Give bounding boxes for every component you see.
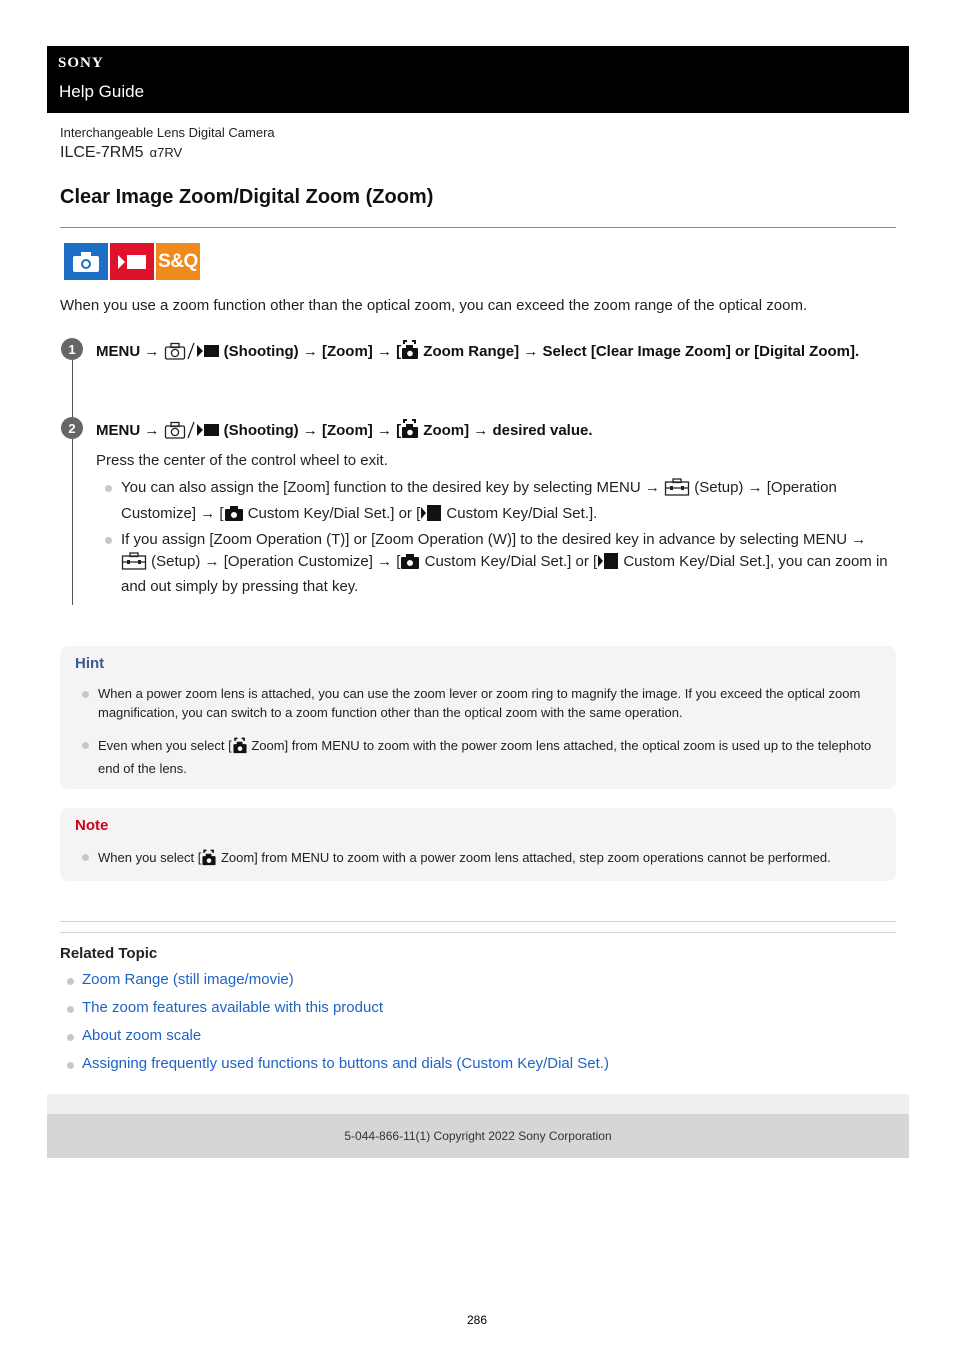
footer-spacer [47, 1094, 909, 1114]
list-item: When you select [ Zoom] from MENU to zoom with a power zoom lens attached, step zoom operations cannot be performed. [82, 848, 888, 872]
list-item: When a power zoom lens is attached, you can use the zoom lever or zoom ring to magnify the image. If you exceed the optical zoom magnification, you can switch to a zoom function other than the optical zoom with the same operation. [82, 685, 888, 722]
step-2-bullets [104, 477, 894, 599]
note-box [60, 808, 896, 881]
movie-icon [196, 421, 220, 445]
list-item [66, 999, 609, 1027]
footer [47, 1114, 909, 1158]
photo-mode-icon [64, 243, 108, 280]
movie-custom-icon [420, 504, 442, 529]
related-divider-bottom [60, 932, 896, 933]
title-divider [60, 227, 896, 228]
step-2-text: MENU → (Shooting) → [Zoom] → [ Zoom] → desired value. [96, 417, 886, 445]
camera-custom-icon [400, 552, 420, 577]
related-topic-title: Related Topic [60, 945, 158, 962]
product-model [60, 144, 182, 162]
list-item [66, 971, 609, 999]
list-item [66, 1055, 609, 1083]
bullet-dot [67, 1062, 74, 1069]
camera-custom-icon [224, 504, 244, 529]
zoom-camera-icon [232, 736, 248, 760]
list-item [66, 1027, 609, 1055]
header-bar [47, 46, 909, 113]
step-2-body: Press the center of the control wheel to exit. [96, 452, 388, 469]
related-topic-list [66, 971, 609, 1083]
list-item: Even when you select [ Zoom] from MENU to zoom with the power zoom lens attached, the optical zoom is used up to the telephoto end of the lens. [82, 736, 888, 778]
bullet-dot [67, 1034, 74, 1041]
step-1-text: MENU → (Shooting) → [Zoom] → [ Zoom Range] → Select [Clear Image Zoom] or [Digital Zoom]. [96, 338, 886, 366]
related-link-zoom-range[interactable]: Zoom Range (still image/movie) [82, 971, 294, 988]
slash-icon [186, 421, 196, 445]
bullet-dot [82, 854, 89, 861]
zoom-camera-icon [401, 417, 419, 445]
movie-mode-icon [110, 243, 154, 280]
zoom-camera-icon [401, 338, 419, 366]
setup-toolbox-icon [664, 478, 690, 503]
intro-text: When you use a zoom function other than the optical zoom, you can exceed the zoom range of the optical zoom. [60, 297, 808, 314]
step-1-number: 1 [61, 338, 83, 360]
steps-line [72, 350, 73, 605]
slash-icon [186, 342, 196, 366]
bullet-dot [82, 742, 89, 749]
bullet-dot [105, 485, 112, 492]
mode-icons [64, 243, 200, 280]
model-name: ILCE-7RM5 [60, 144, 144, 161]
model-alias: α7RV [149, 145, 183, 160]
bullet-dot [82, 691, 89, 698]
bullet-dot [105, 537, 112, 544]
help-guide-label: Help Guide [59, 82, 145, 101]
related-divider-top [60, 921, 896, 922]
zoom-camera-icon [201, 848, 217, 872]
product-type: Interchangeable Lens Digital Camera [60, 125, 275, 140]
related-link-zoom-features[interactable]: The zoom features available with this product [82, 999, 383, 1016]
camera-outline-icon [164, 342, 186, 366]
movie-icon [196, 342, 220, 366]
bullet-dot [67, 1006, 74, 1013]
movie-custom-icon [597, 552, 619, 577]
note-title: Note [75, 817, 109, 834]
related-link-zoom-scale[interactable]: About zoom scale [82, 1027, 202, 1044]
hint-title: Hint [75, 655, 105, 672]
step-2-number: 2 [61, 417, 83, 439]
s-and-q-mode-icon: S&Q [156, 243, 200, 280]
list-item: You can also assign the [Zoom] function to the desired key by selecting MENU → (Setup) → [Operation Customize] → [ Custom Key/Dial Set.] or [ Custom Key/Dial Set.]. [104, 477, 894, 528]
list-item: If you assign [Zoom Operation (T)] or [Zoom Operation (W)] to the desired key in advance by selecting MENU → (Setup) → [Operation Customize] → [ Custom Key/Dial Set.] or [ Custom Key/Dial Set.], you can zoom in and out simply by pressing that key. [104, 529, 894, 598]
setup-toolbox-icon [121, 552, 147, 577]
page-title: Clear Image Zoom/Digital Zoom (Zoom) [60, 186, 434, 208]
page-number: 286 [466, 1313, 488, 1327]
copyright: 5-044-866-11(1) Copyright 2022 Sony Corporation [344, 1129, 612, 1143]
related-link-custom-key[interactable]: Assigning frequently used functions to buttons and dials (Custom Key/Dial Set.) [82, 1055, 609, 1072]
bullet-dot [67, 978, 74, 985]
camera-outline-icon [164, 421, 186, 445]
hint-box [60, 646, 896, 789]
sony-logo: SONY [58, 55, 104, 71]
